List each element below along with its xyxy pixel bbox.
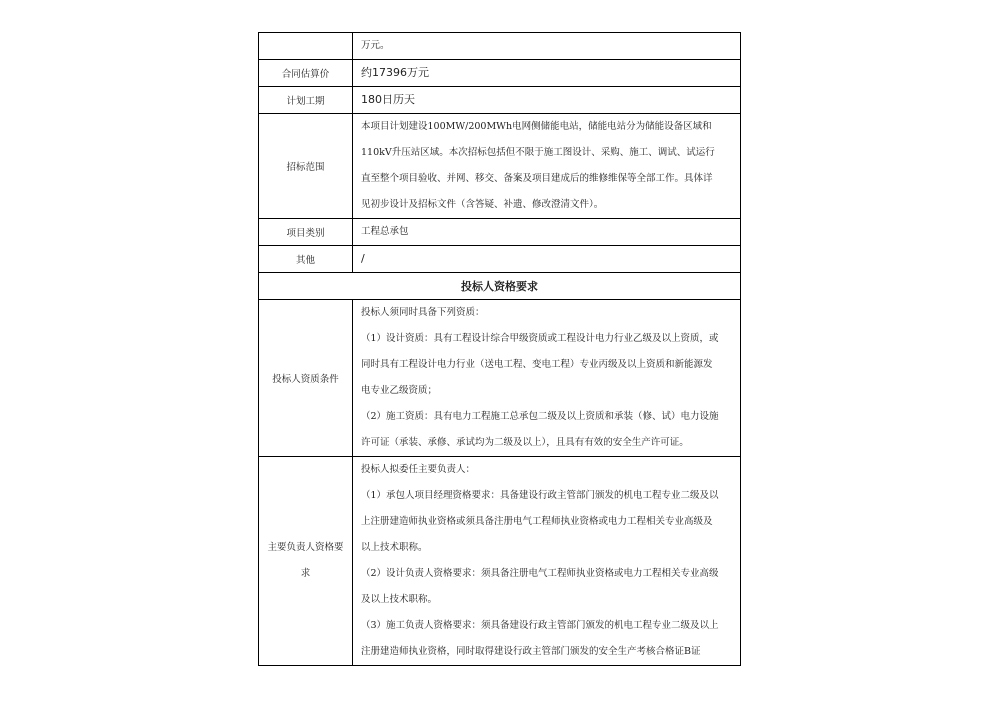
qualification-line: （1）设计资质：具有工程设计综合甲级资质或工程设计电力行业乙级及以上资质，或 (361, 333, 719, 344)
principal-line: 及以上技术职称。 (361, 594, 438, 605)
row-value-continuation: 万元。 (353, 33, 741, 60)
table-row (259, 60, 741, 87)
scope-line: 直至整个项目验收、并网、移交、备案及项目建成后的维修维保等全部工作。具体详 (361, 173, 713, 184)
principal-line: 投标人拟委任主要负责人： (361, 464, 476, 475)
table-row (259, 87, 741, 114)
qualification-line: （2）施工资质：具有电力工程施工总承包二级及以上资质和承装（修、试）电力设施 (361, 411, 719, 422)
section-title: 投标人资格要求 (259, 273, 741, 300)
duration-value: 180日历天 (353, 87, 741, 114)
scope-line: 110kV升压站区域。本次招标包括但不限于施工图设计、采购、施工、调试、试运行 (361, 147, 715, 158)
table-row (259, 114, 741, 219)
principal-line: 注册建造师执业资格，同时取得建设行政主管部门颁发的安全生产考核合格证B证 (361, 646, 701, 657)
tender-info-table (258, 32, 741, 666)
scope-label: 招标范围 (259, 114, 353, 219)
other-value: / (353, 246, 741, 273)
category-value: 工程总承包 (353, 219, 741, 246)
table-row (259, 219, 741, 246)
qualification-line: 同时具有工程设计电力行业（送电工程、变电工程）专业丙级及以上资质和新能源发 (361, 359, 713, 370)
qualification-line: 电专业乙级资质； (361, 385, 438, 396)
principal-label: 主要负责人资格要 求 (259, 457, 353, 666)
table-row (259, 273, 741, 300)
table-row (259, 33, 741, 60)
principal-line: （2）设计负责人资格要求：须具备注册电气工程师执业资格或电力工程相关专业高级 (361, 568, 719, 579)
duration-label: 计划工期 (259, 87, 353, 114)
scope-line: 本项目计划建设100MW/200MWh电网侧储能电站，储能电站分为储能设备区域和 (361, 121, 712, 132)
principal-line: （1）承包人项目经理资格要求：具备建设行政主管部门颁发的机电工程专业二级及以 (361, 490, 719, 501)
principal-line: 以上技术职称。 (361, 542, 428, 553)
scope-line: 见初步设计及招标文件（含答疑、补遗、修改澄清文件）。 (361, 199, 604, 210)
qualification-value (353, 300, 741, 457)
qualification-line: 许可证（承装、承修、承试均为二级及以上），且具有有效的安全生产许可证。 (361, 437, 689, 448)
category-label: 项目类别 (259, 219, 353, 246)
qualification-line: 投标人须同时具备下列资质： (361, 307, 485, 318)
contract-price-label: 合同估算价 (259, 60, 353, 87)
qualification-label: 投标人资质条件 (259, 300, 353, 457)
principal-value (353, 457, 741, 666)
other-label: 其他 (259, 246, 353, 273)
principal-line: 上注册建造师执业资格或须具备注册电气工程师执业资格或电力工程相关专业高级及 (361, 516, 713, 527)
table-row (259, 457, 741, 666)
scope-value (353, 114, 741, 219)
table-row (259, 246, 741, 273)
row-label-empty (259, 33, 353, 60)
principal-line: （3）施工负责人资格要求：须具备建设行政主管部门颁发的机电工程专业二级及以上 (361, 620, 719, 631)
contract-price-value: 约17396万元 (353, 60, 741, 87)
table-row (259, 300, 741, 457)
